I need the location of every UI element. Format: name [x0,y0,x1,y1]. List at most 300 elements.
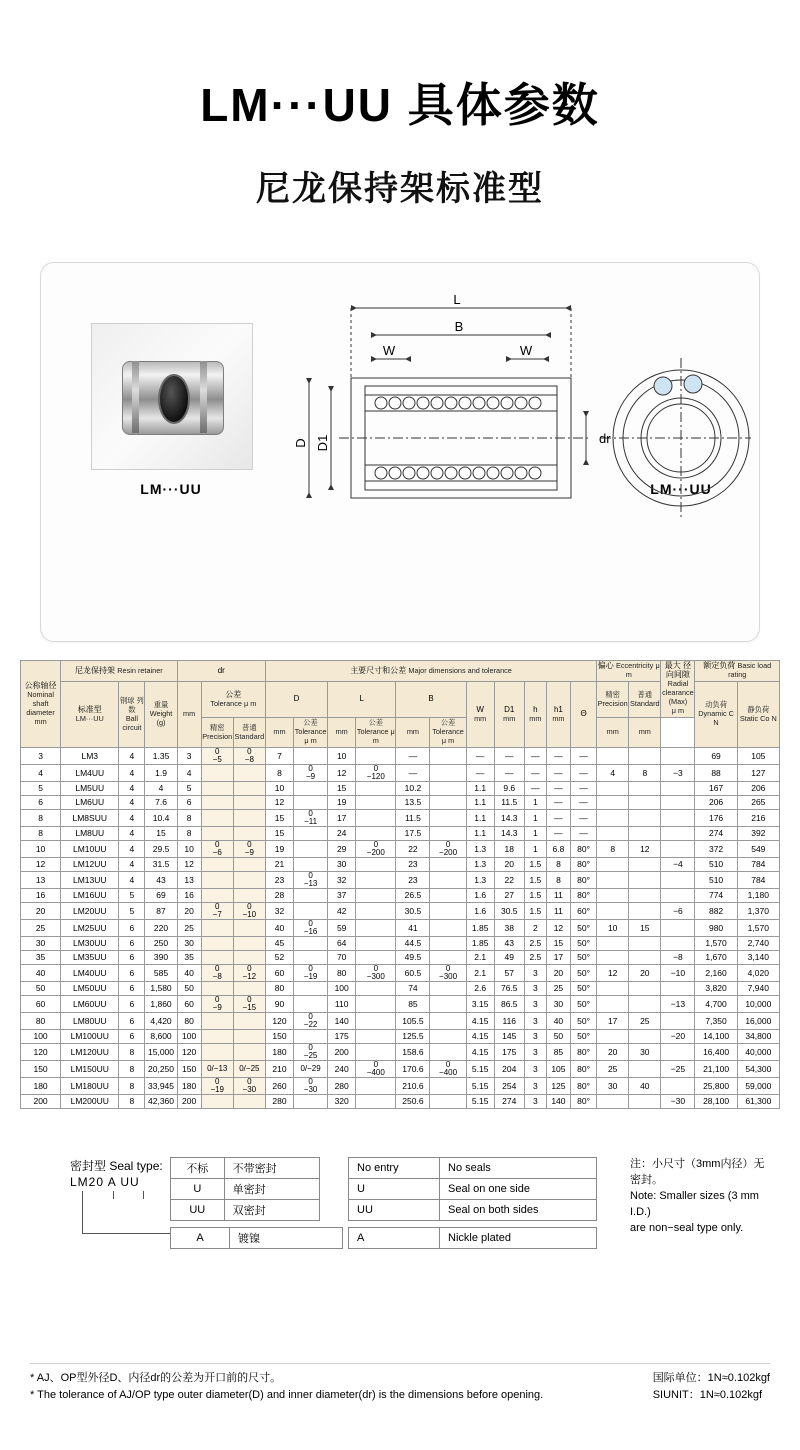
th-B-tol: 公差 Tolerance μ m [430,718,466,748]
cell-L: 42 [328,902,356,919]
cell-weight: 390 [145,950,177,964]
cell-radial [661,981,695,995]
seal-code-en: UU [349,1199,440,1220]
cell-dr-tol-standard [233,919,265,936]
spec-table-head [21,661,780,748]
cell-D-tol [294,936,328,950]
cell-theta: 50° [570,995,596,1012]
cell-ecc-standard: 8 [629,764,661,781]
cell-dr-tol-standard: 0/−25 [233,1060,265,1077]
page-subtitle: 尼龙保持架标准型 [256,170,544,209]
cell-radial [661,919,695,936]
cell-D: 120 [265,1012,293,1029]
cell-L-tol [356,1029,396,1043]
product-photo [91,323,253,470]
cell-B: 30.5 [396,902,430,919]
table-row [21,795,780,809]
cell-dr-tol-standard [233,809,265,826]
cell-static: 1,180 [737,888,779,902]
cell-dr-tol-standard: 0 −8 [233,747,265,764]
cell-B: 125.5 [396,1029,430,1043]
cell-weight: 1.9 [145,764,177,781]
cell-ball: 6 [119,995,145,1012]
table-row [349,1157,597,1178]
cell-ball: 6 [119,1029,145,1043]
cell-B-tol: 0 −300 [430,964,466,981]
cell-dr-tol-precision [201,936,233,950]
cell-L-tol [356,950,396,964]
cell-D: 180 [265,1043,293,1060]
cell-ball: 4 [119,840,145,857]
cell-L-tol [356,857,396,871]
cell-static: 16,000 [737,1012,779,1029]
cell-radial: −8 [661,950,695,964]
cell-weight: 43 [145,871,177,888]
cell-D: 260 [265,1077,293,1094]
cell-dr-tol-precision [201,1043,233,1060]
cell-weight: 33,945 [145,1077,177,1094]
figure-left-caption: LM···UU [140,481,202,498]
cell-ecc-precision [597,902,629,919]
cell-static: 59,000 [737,1077,779,1094]
th-major: 主要尺寸和公差 Major dimensions and tolerance [265,661,596,682]
cell-dr-tol-precision [201,781,233,795]
cell-W: — [466,747,494,764]
cell-ecc-precision [597,1094,629,1108]
cell-D-tol [294,857,328,871]
unit-cn: 国际单位：1N≈0.102kgf [652,1372,770,1384]
cell-h: 3 [524,981,546,995]
cell-dr-tol-standard [233,795,265,809]
cell-D-tol: 0 −19 [294,964,328,981]
cell-L: 17 [328,809,356,826]
cell-weight: 42,360 [145,1094,177,1108]
cell-h: 1 [524,826,546,840]
cell-dr: 13 [177,871,201,888]
cell-model: LM35UU [61,950,119,964]
cell-D-tol: 0 −22 [294,1012,328,1029]
cell-dynamic: 372 [695,840,737,857]
cell-ecc-precision: 17 [597,1012,629,1029]
cell-radial [661,1077,695,1094]
cell-ecc-precision [597,795,629,809]
seal-legend-code: LM20 A UU [70,1174,140,1189]
th-dr-precision: 精密 Precision [201,718,233,748]
cell-D1: — [494,764,524,781]
seal-label-cn: 双密封 [224,1199,319,1220]
cell-h: 1 [524,795,546,809]
cell-W: 1.85 [466,936,494,950]
cell-ecc-precision [597,857,629,871]
cell-D-tol [294,795,328,809]
cell-h1: 25 [546,981,570,995]
table-row [21,857,780,871]
cell-model: LM5UU [61,781,119,795]
cell-nominal: 4 [21,764,61,781]
plating-code-en: A [349,1227,440,1248]
cell-W: 2.6 [466,981,494,995]
th-W: W mm [466,682,494,748]
cell-dr-tol-standard [233,950,265,964]
cell-ecc-standard: 40 [629,1077,661,1094]
cell-B-tol [430,1077,466,1094]
cell-dr-tol-precision [201,950,233,964]
cell-D: 15 [265,826,293,840]
seal-code-cn: 不标 [171,1157,225,1178]
seal-note-en-1: Note: Smaller sizes (3 mm I.D.) [630,1189,759,1218]
cell-D1: 116 [494,1012,524,1029]
cell-D: 80 [265,981,293,995]
table-row [21,995,780,1012]
cell-h: 1.5 [524,902,546,919]
svg-text:B: B [454,319,464,335]
cell-ecc-precision: 10 [597,919,629,936]
cell-B-tol [430,764,466,781]
cell-theta: — [570,764,596,781]
cell-D: 10 [265,781,293,795]
th-dr-tol: 公差 Tolerance μ m [201,682,265,718]
cell-dr: 30 [177,936,201,950]
cell-D: 280 [265,1094,293,1108]
cell-weight: 4 [145,781,177,795]
cell-dr-tol-precision: 0 −5 [201,747,233,764]
cell-B: 26.5 [396,888,430,902]
cell-L: 70 [328,950,356,964]
cell-nominal: 8 [21,809,61,826]
cell-h1: 105 [546,1060,570,1077]
table-row [21,1029,780,1043]
cell-L: 80 [328,964,356,981]
cell-theta: 50° [570,950,596,964]
cell-L-tol [356,809,396,826]
cell-B-tol [430,1029,466,1043]
cell-theta: — [570,747,596,764]
cell-radial [661,781,695,795]
seal-legend-title: 密封型 Seal type: [70,1158,163,1173]
cell-D1: 14.3 [494,826,524,840]
cell-radial: −30 [661,1094,695,1108]
cell-B: 210.6 [396,1077,430,1094]
th-radial: 最大 径向间隙 Radial clearance (Max) μ m [661,661,695,718]
cell-D-tol [294,1094,328,1108]
cell-dr-tol-precision: 0 −9 [201,995,233,1012]
cell-L: 30 [328,857,356,871]
cell-D: 150 [265,1029,293,1043]
cell-dr: 4 [177,764,201,781]
cell-dynamic: 3,820 [695,981,737,995]
cell-ecc-precision [597,809,629,826]
cell-L-tol [356,826,396,840]
cell-radial: −6 [661,902,695,919]
cell-dr-tol-standard: 0 −9 [233,840,265,857]
cell-theta: 50° [570,964,596,981]
cell-dr-tol-precision: 0 −7 [201,902,233,919]
seal-label-cn: 单密封 [224,1178,319,1199]
cell-h1: 30 [546,995,570,1012]
cell-dynamic: 510 [695,871,737,888]
cell-dr-tol-standard: 0 −15 [233,995,265,1012]
cell-L-tol: 0 −300 [356,964,396,981]
cell-static: 105 [737,747,779,764]
cell-B-tol [430,902,466,919]
cell-dr-tol-standard [233,1029,265,1043]
table-row [349,1199,597,1220]
cell-ecc-precision [597,888,629,902]
table-row [171,1227,343,1248]
cell-W: 3.15 [466,995,494,1012]
svg-text:D1: D1 [315,435,330,452]
cell-ecc-precision: 25 [597,1060,629,1077]
cell-theta: — [570,795,596,809]
cell-D1: 204 [494,1060,524,1077]
cell-D-tol [294,781,328,795]
table-row [21,840,780,857]
cell-h: — [524,764,546,781]
cell-B: 250.6 [396,1094,430,1108]
cell-B: 11.5 [396,809,430,826]
cell-h: 2 [524,919,546,936]
cell-ecc-standard [629,1060,661,1077]
cell-ecc-standard [629,888,661,902]
cell-ecc-precision: 20 [597,1043,629,1060]
cell-D-tol [294,995,328,1012]
cell-ball: 4 [119,809,145,826]
cell-ball: 6 [119,919,145,936]
cell-model: LM60UU [61,995,119,1012]
cell-B-tol [430,995,466,1012]
cell-ecc-standard: 12 [629,840,661,857]
table-row [21,1094,780,1108]
cell-dr-tol-precision: 0 −8 [201,964,233,981]
seal-code-en: No entry [349,1157,440,1178]
cell-L-tol: 0 −200 [356,840,396,857]
th-ecc-standard: 普通 Standard [629,682,661,718]
cell-dr-tol-precision [201,1012,233,1029]
cell-L: 140 [328,1012,356,1029]
cell-theta: 60° [570,902,596,919]
cell-B-tol [430,871,466,888]
th-static: 静负荷 Static Co N [737,682,779,748]
cell-radial [661,871,695,888]
cell-model: LM180UU [61,1077,119,1094]
th-retainer: 尼龙保持架 Resin retainer [61,661,177,682]
cell-theta: 50° [570,981,596,995]
cell-weight: 15 [145,826,177,840]
cell-nominal: 3 [21,747,61,764]
cell-D-tol [294,981,328,995]
table-row [21,826,780,840]
cell-weight: 1.35 [145,747,177,764]
cell-B: 74 [396,981,430,995]
cell-dynamic: 274 [695,826,737,840]
cell-ball: 6 [119,936,145,950]
cell-W: 1.6 [466,888,494,902]
cell-D-tol: 0 −25 [294,1043,328,1060]
plating-code-cn: A [171,1227,230,1248]
cell-dr-tol-standard [233,826,265,840]
cell-ecc-precision [597,981,629,995]
cell-theta: — [570,781,596,795]
cell-D1: 254 [494,1077,524,1094]
cell-L: 100 [328,981,356,995]
cell-radial [661,809,695,826]
cell-h: 3 [524,995,546,1012]
cell-ecc-standard [629,747,661,764]
cell-h1: — [546,809,570,826]
table-row [21,871,780,888]
cell-D: 90 [265,995,293,1012]
cell-D1: 18 [494,840,524,857]
cell-D: 15 [265,809,293,826]
cell-B-tol: 0 −200 [430,840,466,857]
table-row [171,1199,320,1220]
cell-L: 240 [328,1060,356,1077]
cell-D: 19 [265,840,293,857]
cell-weight: 15,000 [145,1043,177,1060]
cell-h1: 6.8 [546,840,570,857]
cell-static: 10,000 [737,995,779,1012]
cell-dr-tol-precision: 0 −19 [201,1077,233,1094]
cell-theta: — [570,809,596,826]
cell-weight: 250 [145,936,177,950]
cell-dr: 40 [177,964,201,981]
cell-weight: 20,250 [145,1060,177,1077]
cell-theta: 80° [570,1043,596,1060]
cell-D1: 86.5 [494,995,524,1012]
cell-dr-tol-standard [233,888,265,902]
th-dr: dr [177,661,265,682]
cell-h1: — [546,826,570,840]
cell-ball: 8 [119,1060,145,1077]
cell-ecc-precision [597,950,629,964]
cell-ball: 5 [119,902,145,919]
cell-ecc-standard [629,995,661,1012]
cell-B: 85 [396,995,430,1012]
cell-D-tol [294,826,328,840]
cell-theta: 80° [570,1077,596,1094]
cell-D-tol [294,888,328,902]
cell-h1: — [546,764,570,781]
cell-W: 2.1 [466,950,494,964]
cell-theta: 50° [570,1012,596,1029]
th-B: B [396,682,466,718]
table-row [21,809,780,826]
cell-theta: 80° [570,840,596,857]
cell-static: 784 [737,871,779,888]
seal-code-en: U [349,1178,440,1199]
seal-table-en [348,1157,597,1221]
cell-L-tol [356,902,396,919]
cell-h1: 40 [546,1012,570,1029]
cell-model: LM30UU [61,936,119,950]
cell-h: 1 [524,809,546,826]
cell-ball: 6 [119,964,145,981]
cell-D1: 22 [494,871,524,888]
cell-L: 280 [328,1077,356,1094]
cell-dynamic: 176 [695,809,737,826]
cell-D1: 57 [494,964,524,981]
cell-L-tol [356,995,396,1012]
cell-ball: 4 [119,795,145,809]
cell-B: 23 [396,857,430,871]
cell-h1: 17 [546,950,570,964]
cell-dr-tol-precision [201,1029,233,1043]
cell-dynamic: 1,670 [695,950,737,964]
cell-W: 5.15 [466,1094,494,1108]
cell-radial [661,888,695,902]
seal-note [630,1157,770,1237]
cell-weight: 1,580 [145,981,177,995]
cell-radial: −4 [661,857,695,871]
cell-model: LM8UU [61,826,119,840]
th-ecc-standard-unit: mm [629,718,661,748]
cell-model: LM8SUU [61,809,119,826]
cell-D: 23 [265,871,293,888]
th-L-tol: 公差 Tolerance μ m [356,718,396,748]
cell-D: 28 [265,888,293,902]
cell-ecc-precision [597,871,629,888]
cell-L-tol [356,795,396,809]
svg-text:dr: dr [599,431,611,447]
svg-text:L: L [453,292,461,308]
cell-dr: 200 [177,1094,201,1108]
cell-theta: 80° [570,888,596,902]
cell-model: LM120UU [61,1043,119,1060]
cell-L-tol [356,981,396,995]
cell-theta: 80° [570,1060,596,1077]
cell-radial [661,747,695,764]
legend-bracket [82,1191,171,1234]
cell-D1: 38 [494,919,524,936]
cell-D-tol: 0/−29 [294,1060,328,1077]
cell-D1: 14.3 [494,809,524,826]
cell-D: 40 [265,919,293,936]
cell-model: LM50UU [61,981,119,995]
footer-note-cn: * AJ、OP型外径D、内径dr的公差为开口前的尺寸。 [30,1372,282,1384]
cell-dr: 16 [177,888,201,902]
cell-radial [661,795,695,809]
cell-weight: 4,420 [145,1012,177,1029]
figure-card [40,262,760,642]
table-row [21,1060,780,1077]
cell-nominal: 200 [21,1094,61,1108]
cell-B-tol [430,857,466,871]
cell-h: 3 [524,1029,546,1043]
seal-note-en-2: are non−seal type only. [630,1221,744,1234]
cell-ball: 6 [119,950,145,964]
cell-ecc-standard [629,809,661,826]
th-theta: Θ [570,682,596,748]
cell-h1: 140 [546,1094,570,1108]
cell-L: 59 [328,919,356,936]
cell-h: 1.5 [524,857,546,871]
cell-dr: 150 [177,1060,201,1077]
table-row [21,764,780,781]
cell-D1: 43 [494,936,524,950]
cell-L: 64 [328,936,356,950]
cell-D-tol: 0 −30 [294,1077,328,1094]
cell-L: 24 [328,826,356,840]
cell-radial: −25 [661,1060,695,1077]
cell-L: 37 [328,888,356,902]
th-weight: 重量 Weight (g) [145,682,177,748]
cell-dr-tol-precision: 0 −6 [201,840,233,857]
cell-ball: 6 [119,1012,145,1029]
th-model: 标准型 LM···UU [61,682,119,748]
cell-ball: 4 [119,871,145,888]
page-title: LM···UU 具体参数 [200,79,600,131]
cell-h: 2.5 [524,936,546,950]
